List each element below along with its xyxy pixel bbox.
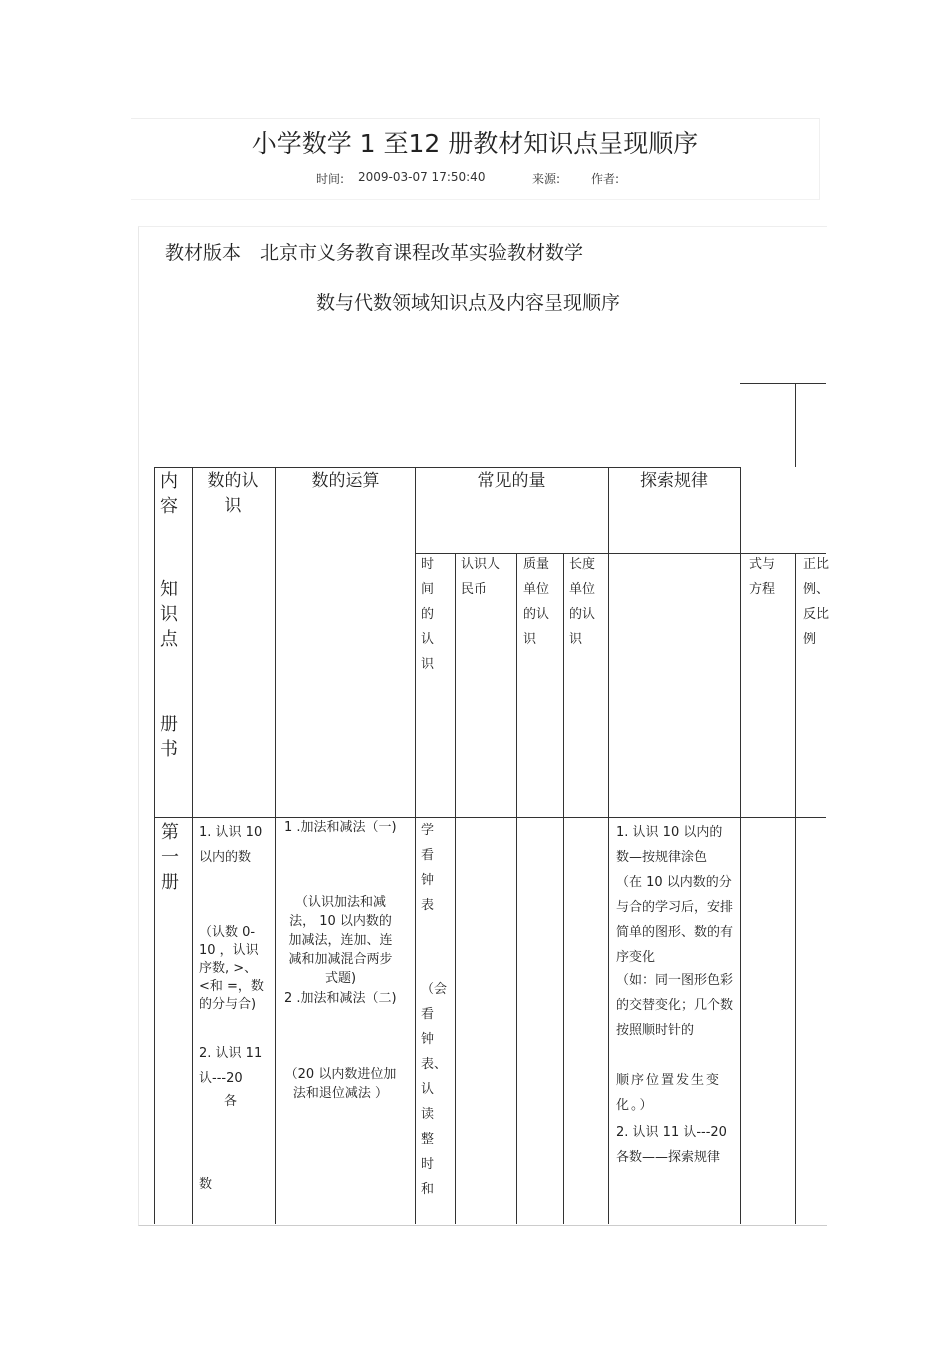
ops-item-4: （20 以内数进位加法和退位减法 ） (284, 1067, 397, 1101)
row-label-book1: 第一册 (161, 822, 179, 893)
subcol-rmb: 认识人民币 (461, 557, 501, 597)
pattern-item-1: 1. 认识 10 以内的数—按规律涂色 (616, 825, 723, 865)
col-common-quantities: 常见的量 (477, 471, 546, 491)
article-title: 小学数学 1 至12 册教材知识点呈现顺序 (251, 129, 699, 158)
ops-item-1: 1 .加法和减法（一) (284, 820, 397, 835)
numrec-item-5: 数 (199, 1177, 213, 1192)
numrec-item-1: 1. 认识 10 以内的数 (199, 825, 263, 865)
ops-item-3: 2 .加法和减法（二) (284, 991, 397, 1006)
ops-item-2: （认识加法和减法， 10 以内数的加减法，连加、连减和加减混合两步式题) (288, 895, 393, 986)
subcol-proportion: 正比例、反比例 (803, 557, 830, 647)
document-subtitle: 数与代数领域知识点及内容呈现顺序 (315, 292, 620, 314)
pattern-item-3: （如：同一图形色彩的交替变化；几个数按照顺时针的 (616, 973, 734, 1038)
time-label: 时间: (316, 172, 345, 186)
subcol-equation: 式与方程 (749, 557, 776, 597)
corner-label-book: 册书 (160, 714, 178, 760)
time-item-1: 学看钟表 (421, 823, 435, 913)
corner-label-content: 内容 (160, 471, 178, 517)
numrec-item-2: （认数 0-10 ，认识序数, >、<和 =，数的分与合) (199, 925, 264, 1012)
textbook-edition: 教材版本 北京市义务教育课程改革实验教材数学 (165, 242, 584, 264)
subcol-length: 长度单位的认识 (569, 557, 596, 647)
author-label: 作者: (591, 172, 620, 186)
pattern-item-4: 顺序位置发生变化。） (616, 1073, 722, 1113)
col-number-recognition: 数的认识 (207, 471, 259, 516)
source-label: 来源: (532, 172, 561, 186)
time-value: 2009-03-07 17:50:40 (358, 170, 486, 184)
pattern-item-5: 2. 认识 11 认---20 各数——探索规律 (616, 1125, 727, 1165)
col-patterns: 探索规律 (640, 471, 708, 491)
numrec-item-4: 各 (224, 1094, 238, 1109)
pattern-item-2: （在 10 以内数的分与合的学习后，安排简单的图形、数的有序变化 (616, 875, 734, 965)
subcol-time: 时间的认识 (421, 557, 435, 672)
corner-label-knowledge: 知识点 (160, 579, 178, 650)
time-item-2: （会看钟表、认读整时和 (421, 982, 448, 1197)
col-operations: 数的运算 (311, 471, 380, 491)
subcol-mass: 质量单位的认识 (523, 557, 550, 647)
numrec-item-3: 2. 认识 11 认---20 (199, 1046, 263, 1086)
